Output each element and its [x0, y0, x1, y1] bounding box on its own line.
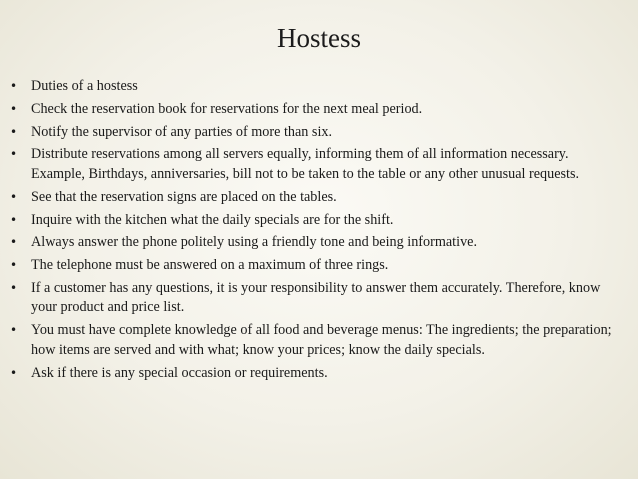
bullet-item	[10, 233, 622, 253]
bullet-text: If a customer has any questions, it is your responsibility to answer them accurately. Therefore, know your product and price list.	[31, 279, 601, 316]
bullet-item	[10, 279, 622, 318]
bullet-text: Distribute reservations among all servers equally, informing them of all information necessary. Example, Birthdays, anniversaries, bill not to be taken to the table or any other unusual requests.	[31, 146, 580, 182]
bullet-text: Ask if there is any special occasion or requirements.	[31, 364, 328, 381]
bullet-item	[10, 100, 622, 120]
bullet-dot-icon: •	[10, 189, 18, 204]
slide-title: Hostess	[276, 23, 361, 53]
bullet-text: Duties of a hostess	[31, 78, 138, 94]
bullet-dot-icon: •	[10, 280, 18, 295]
bullet-item	[10, 123, 622, 143]
bullet-dot-icon: •	[10, 101, 18, 116]
bullet-dot-icon: •	[10, 365, 18, 380]
bullet-item	[10, 321, 622, 360]
bullet-item	[10, 256, 622, 276]
bullet-text: See that the reservation signs are placed on the tables.	[31, 188, 337, 205]
bullet-text: Inquire with the kitchen what the daily specials are for the shift.	[31, 211, 394, 228]
bullet-item	[10, 211, 622, 231]
bullet-dot-icon: •	[10, 79, 18, 93]
bullet-dot-icon: •	[10, 212, 18, 227]
bullet-text: Check the reservation book for reservations for the next meal period.	[31, 100, 423, 117]
bullet-text: Notify the supervisor of any parties of more than six.	[31, 123, 333, 140]
bullet-dot-icon: •	[10, 258, 18, 273]
bullet-item	[10, 188, 622, 208]
bullet-text: Always answer the phone politely using a friendly tone and being informative.	[31, 234, 478, 251]
bullet-item	[10, 145, 622, 184]
bullet-item	[10, 77, 622, 97]
bullet-dot-icon: •	[10, 235, 18, 250]
bullet-text: The telephone must be answered on a maximum of three rings.	[31, 257, 389, 274]
bullet-dot-icon: •	[10, 124, 18, 139]
bullet-text: You must have complete knowledge of all food and beverage menus: The ingredients; the preparation; how items are served and with what; know your prices; know the daily specials.	[31, 322, 612, 358]
bullet-item	[10, 364, 622, 384]
bullet-dot-icon: •	[10, 323, 18, 338]
bullet-dot-icon: •	[10, 147, 18, 162]
bullet-list	[10, 77, 622, 386]
